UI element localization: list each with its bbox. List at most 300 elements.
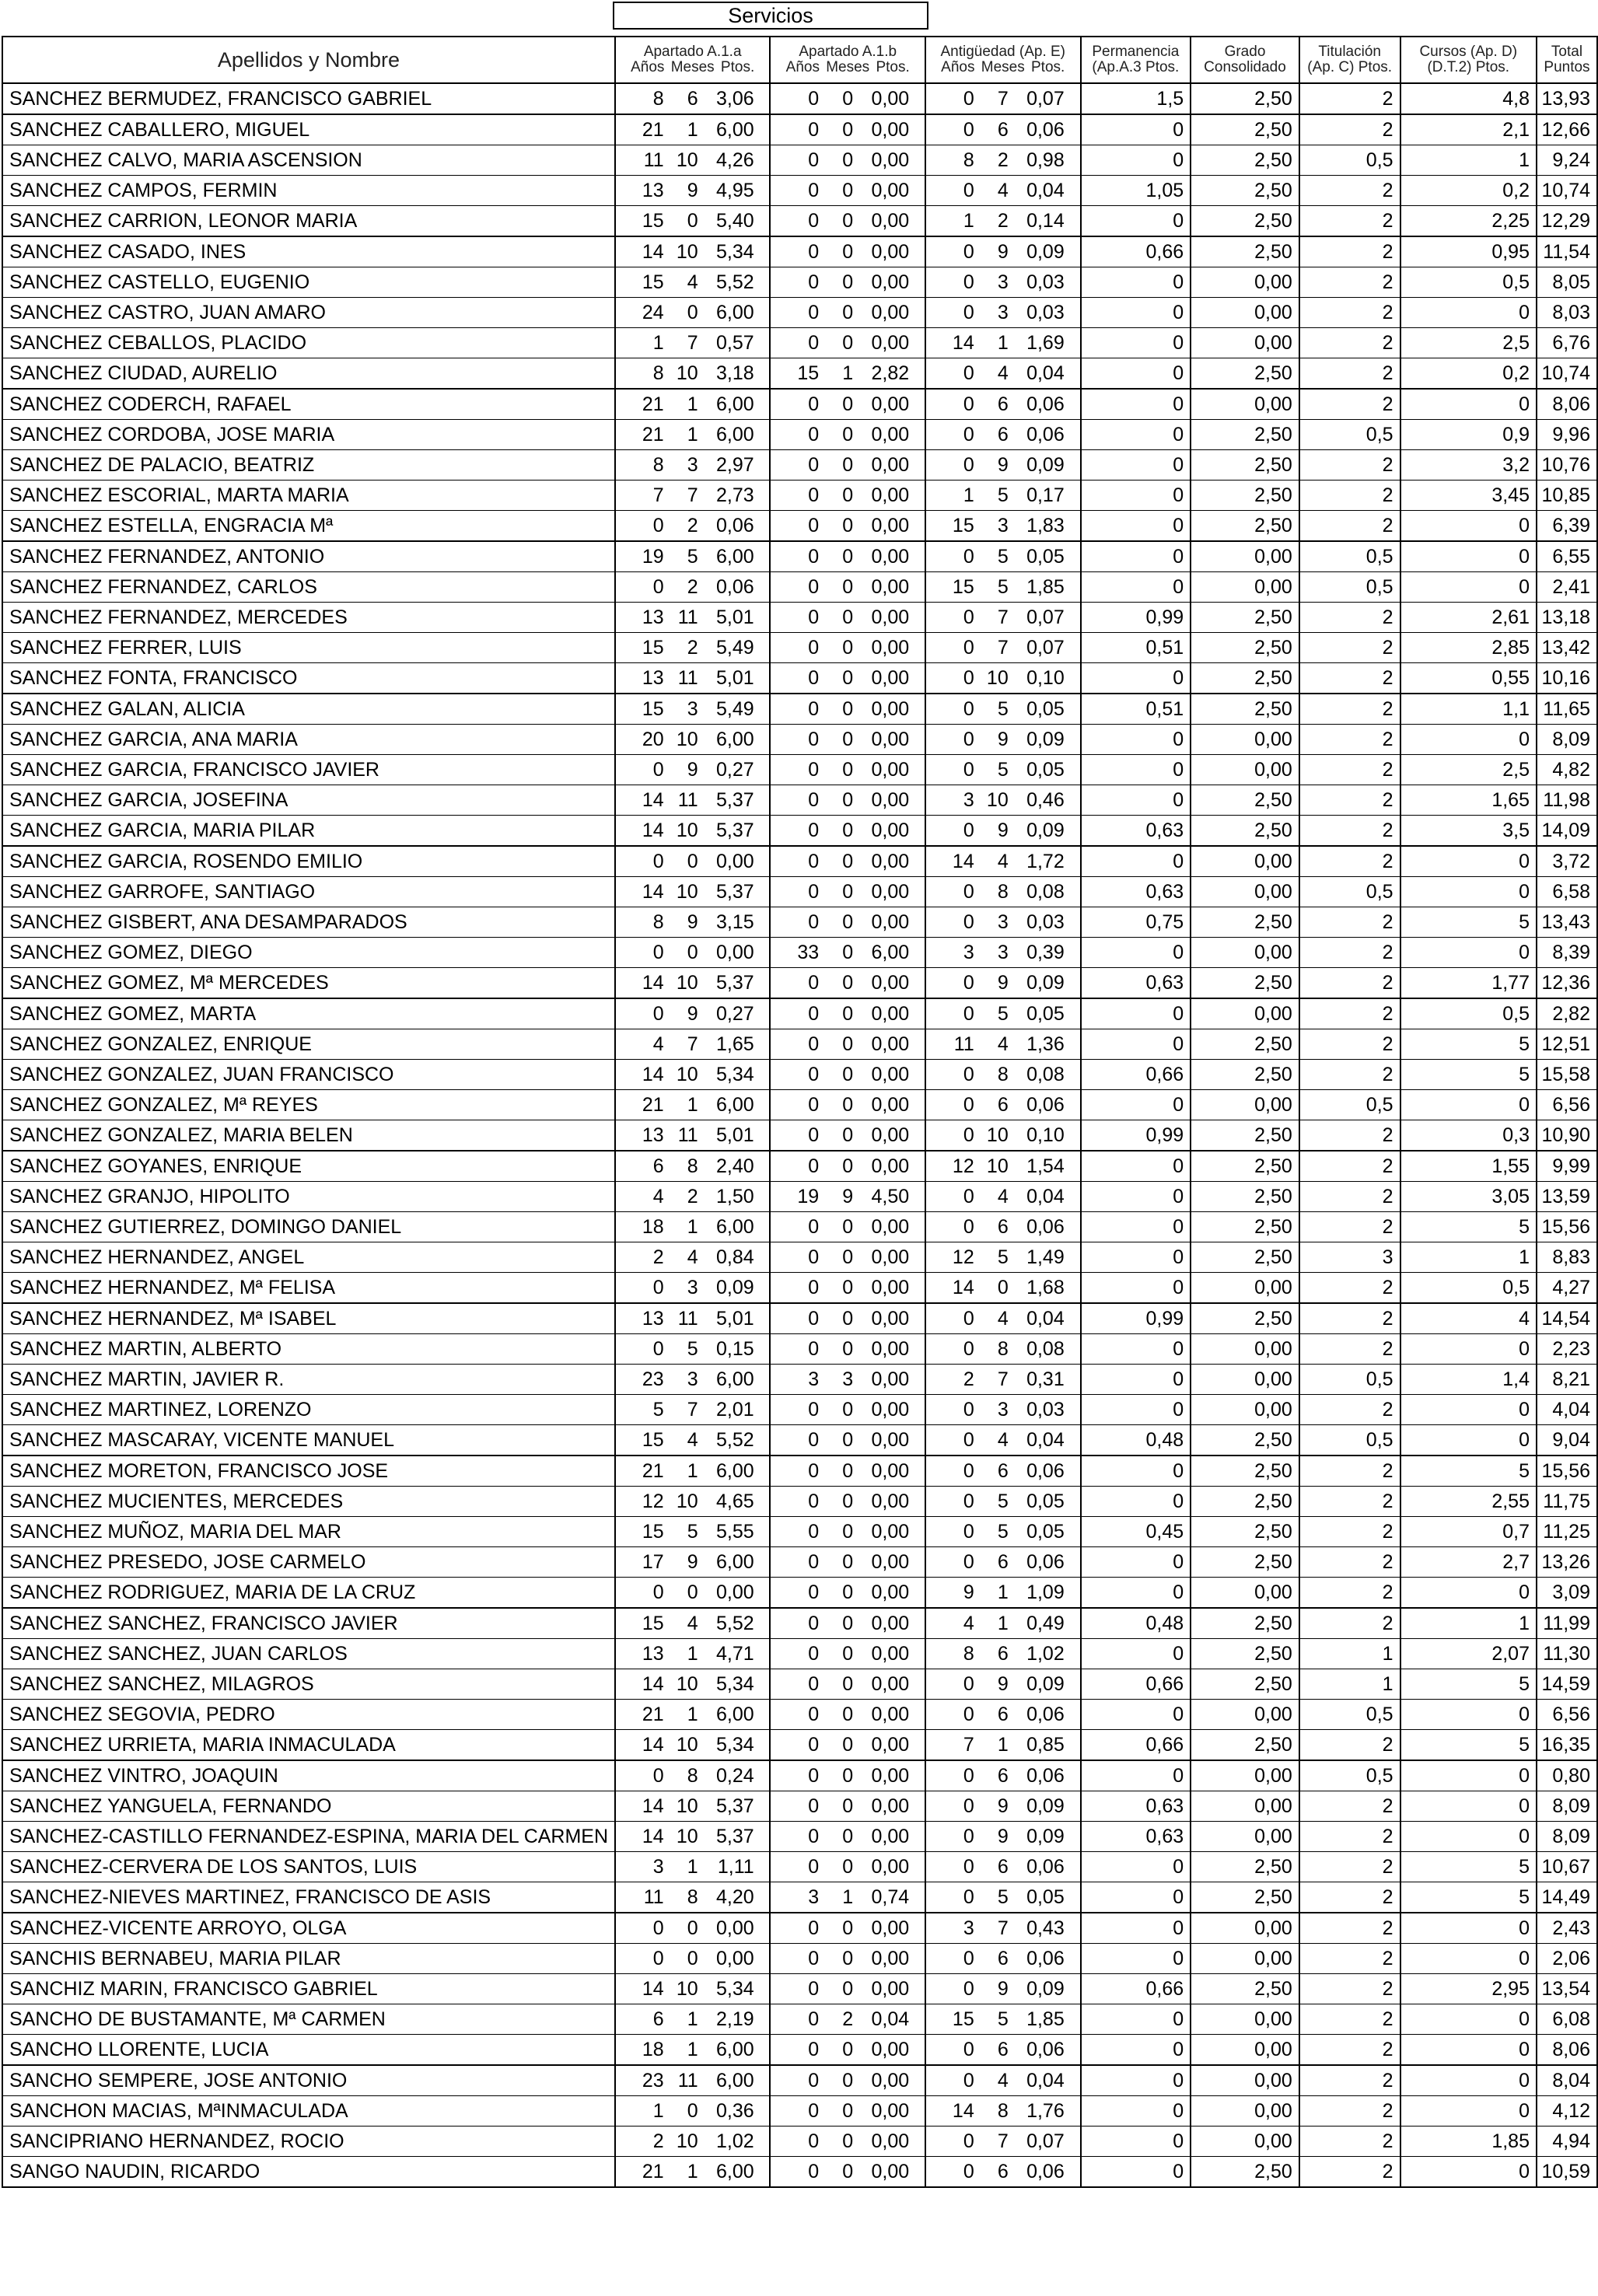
cell-a1a [615, 907, 771, 938]
cell-antiguedad-months: 9 [997, 454, 1009, 476]
cell-a1b-points: 0,00 [871, 1277, 910, 1298]
cell-grado: 2,50 [1191, 1242, 1299, 1273]
cell-total: 11,25 [1537, 1517, 1597, 1547]
cell-a1b-months: 0 [842, 119, 854, 141]
cell-total: 8,04 [1537, 2065, 1597, 2096]
cell-permanencia: 0 [1081, 846, 1191, 877]
cell-grado: 2,50 [1191, 450, 1299, 481]
col-header-antiguedad [925, 37, 1081, 83]
cell-a1b [770, 267, 925, 298]
cell-antiguedad [925, 1791, 1081, 1822]
cell-a1a-years: 7 [652, 484, 664, 506]
cell-permanencia: 0,51 [1081, 694, 1191, 725]
cell-a1b-points: 0,00 [871, 2070, 910, 2092]
cell-a1b-points: 0,00 [871, 606, 910, 628]
cell-titulacion: 2 [1299, 1029, 1400, 1060]
cell-total: 2,82 [1537, 998, 1597, 1029]
cell-a1b-points: 0,00 [871, 1490, 910, 1512]
cell-a1a-months: 9 [687, 911, 698, 933]
cell-titulacion: 2 [1299, 2127, 1400, 2157]
cell-antiguedad-months: 1 [997, 1613, 1009, 1634]
cell-antiguedad-points: 0,17 [1026, 484, 1065, 506]
cell-grado: 0,00 [1191, 298, 1299, 328]
cell-a1a-years: 13 [642, 1124, 664, 1146]
cell-titulacion: 2 [1299, 2035, 1400, 2066]
cell-antiguedad [925, 907, 1081, 938]
cell-antiguedad-years: 0 [963, 1948, 974, 1969]
cell-permanencia: 0 [1081, 1395, 1191, 1425]
cell-a1b [770, 1212, 925, 1242]
cell-name: SANCHEZ GISBERT, ANA DESAMPARADOS [2, 907, 615, 938]
cell-titulacion: 2 [1299, 938, 1400, 968]
col-header-permanencia [1081, 37, 1191, 83]
cell-total: 6,55 [1537, 541, 1597, 572]
cell-name: SANCHEZ HERNANDEZ, ANGEL [2, 1242, 615, 1273]
cell-a1a-points: 2,97 [716, 454, 754, 476]
table-row [2, 420, 1597, 450]
cell-a1a-years: 14 [642, 1826, 664, 1847]
cell-total: 13,42 [1537, 633, 1597, 663]
cell-a1a-months: 4 [687, 271, 698, 293]
cell-titulacion: 2 [1299, 2096, 1400, 2127]
table-row [2, 1273, 1597, 1304]
cell-a1a-months: 0 [687, 1917, 698, 1939]
col-header-a1a-title: Apartado A.1.a [643, 44, 742, 60]
cell-grado: 2,50 [1191, 358, 1299, 390]
cell-a1b-points: 0,00 [871, 1368, 910, 1390]
cell-a1a-months: 2 [687, 1186, 698, 1207]
cell-a1a-months: 0 [687, 851, 698, 872]
cell-total: 8,39 [1537, 938, 1597, 968]
cell-a1b-years: 3 [808, 1368, 820, 1390]
cell-a1b-points: 0,00 [871, 1613, 910, 1634]
cell-a1b-months: 0 [842, 1673, 854, 1695]
cell-cursos: 0 [1400, 1334, 1537, 1365]
cell-a1a-points: 6,00 [716, 1551, 754, 1573]
cell-a1a-points: 6,00 [716, 546, 754, 568]
cell-a1b [770, 541, 925, 572]
cell-antiguedad-years: 0 [963, 972, 974, 994]
cell-antiguedad [925, 694, 1081, 725]
cell-total: 11,75 [1537, 1487, 1597, 1517]
cell-total: 11,30 [1537, 1639, 1597, 1669]
cell-name: SANCHEZ GONZALEZ, ENRIQUE [2, 1029, 615, 1060]
cell-cursos: 0,5 [1400, 998, 1537, 1029]
cell-permanencia: 1,05 [1081, 176, 1191, 206]
cell-name: SANCHO DE BUSTAMANTE, Mª CARMEN [2, 2004, 615, 2035]
cell-titulacion: 2 [1299, 1578, 1400, 1609]
cell-total: 9,04 [1537, 1425, 1597, 1456]
cell-a1b [770, 603, 925, 633]
cell-antiguedad-points: 0,04 [1026, 1308, 1065, 1330]
cell-a1b-years: 0 [808, 454, 820, 476]
cell-a1b-years: 0 [808, 302, 820, 323]
cell-a1b-years: 0 [808, 1978, 820, 2000]
cell-titulacion: 2 [1299, 816, 1400, 847]
cell-a1a-months: 1 [687, 2008, 698, 2030]
cell-a1b-months: 0 [842, 1917, 854, 1939]
col-header-permanencia-title: Permanencia [1092, 44, 1180, 60]
cell-a1b-years: 0 [808, 1673, 820, 1695]
cell-cursos: 2,1 [1400, 114, 1537, 145]
cell-cursos: 3,45 [1400, 481, 1537, 511]
cell-cursos: 0 [1400, 511, 1537, 542]
cell-antiguedad [925, 1487, 1081, 1517]
cell-a1a [615, 633, 771, 663]
cell-antiguedad-years: 0 [963, 820, 974, 841]
cell-a1a-months: 8 [687, 1765, 698, 1787]
cell-cursos: 0 [1400, 877, 1537, 907]
cell-antiguedad-points: 0,98 [1026, 149, 1065, 171]
table-row [2, 1395, 1597, 1425]
cell-a1b-months: 2 [842, 2008, 854, 2030]
cell-antiguedad-years: 0 [963, 546, 974, 568]
cell-a1a-points: 4,20 [716, 1886, 754, 1908]
cell-a1b-months: 0 [842, 484, 854, 506]
cell-antiguedad-years: 0 [963, 424, 974, 446]
col-header-total-sub: Puntos [1544, 59, 1590, 75]
cell-total: 11,54 [1537, 236, 1597, 267]
cell-antiguedad-years: 15 [952, 515, 974, 536]
cell-antiguedad-months: 6 [997, 1094, 1009, 1116]
cell-antiguedad-months: 3 [997, 302, 1009, 323]
cell-cursos: 2,07 [1400, 1639, 1537, 1669]
cell-a1b-years: 0 [808, 271, 820, 293]
cell-permanencia: 1,5 [1081, 83, 1191, 114]
cell-antiguedad-points: 0,09 [1026, 729, 1065, 750]
cell-a1a-points: 5,34 [716, 241, 754, 263]
table-row [2, 1060, 1597, 1090]
cell-titulacion: 2 [1299, 1822, 1400, 1852]
cell-a1a-years: 14 [642, 972, 664, 994]
cell-a1a-years: 14 [642, 1734, 664, 1756]
cell-a1b [770, 633, 925, 663]
cell-a1a-years: 21 [642, 119, 664, 141]
table-row [2, 389, 1597, 420]
cell-a1b-points: 0,00 [871, 484, 910, 506]
cell-titulacion: 2 [1299, 1060, 1400, 1090]
cell-grado: 2,50 [1191, 907, 1299, 938]
cell-antiguedad-months: 7 [997, 2130, 1009, 2152]
cell-antiguedad-points: 1,85 [1026, 2008, 1065, 2030]
cell-antiguedad [925, 328, 1081, 358]
cell-antiguedad-months: 5 [997, 759, 1009, 781]
cell-antiguedad [925, 1852, 1081, 1882]
cell-titulacion: 2 [1299, 114, 1400, 145]
cell-a1a-points: 5,40 [716, 210, 754, 232]
cell-a1b-years: 0 [808, 484, 820, 506]
cell-antiguedad-points: 0,05 [1026, 1003, 1065, 1025]
cell-antiguedad-points: 0,09 [1026, 972, 1065, 994]
cell-antiguedad-months: 4 [997, 1033, 1009, 1055]
cell-antiguedad-months: 3 [997, 942, 1009, 963]
table-row [2, 1242, 1597, 1273]
cell-a1b-points: 0,00 [871, 1429, 910, 1451]
cell-cursos: 0,95 [1400, 236, 1537, 267]
cell-permanencia: 0 [1081, 206, 1191, 237]
cell-a1a-months: 9 [687, 1003, 698, 1025]
cell-a1b-points: 0,00 [871, 1581, 910, 1603]
cell-antiguedad-years: 0 [963, 2130, 974, 2152]
cell-total: 10,59 [1537, 2157, 1597, 2188]
cell-cursos: 5 [1400, 1882, 1537, 1913]
cell-a1b [770, 2004, 925, 2035]
cell-antiguedad-years: 0 [963, 2039, 974, 2060]
cell-a1b-points: 0,00 [871, 1033, 910, 1055]
cell-a1a [615, 267, 771, 298]
cell-antiguedad-months: 6 [997, 393, 1009, 415]
cell-a1a-years: 14 [642, 789, 664, 811]
table-row [2, 481, 1597, 511]
cell-antiguedad-months: 6 [997, 1704, 1009, 1725]
table-body [2, 83, 1597, 2187]
cell-a1b-months: 0 [842, 881, 854, 903]
cell-a1a-years: 24 [642, 302, 664, 323]
cell-total: 8,09 [1537, 1791, 1597, 1822]
cell-cursos: 5 [1400, 1852, 1537, 1882]
cell-antiguedad-points: 0,10 [1026, 1124, 1065, 1146]
cell-antiguedad [925, 2127, 1081, 2157]
cell-a1b [770, 1303, 925, 1334]
cell-a1a [615, 83, 771, 114]
cell-a1a-points: 5,52 [716, 271, 754, 293]
cell-a1a-years: 21 [642, 1704, 664, 1725]
cell-antiguedad-years: 0 [963, 606, 974, 628]
cell-permanencia: 0 [1081, 998, 1191, 1029]
cell-a1a-years: 21 [642, 2161, 664, 2182]
cell-name: SANCHEZ FONTA, FRANCISCO [2, 663, 615, 694]
cell-a1a [615, 1578, 771, 1609]
cell-antiguedad [925, 511, 1081, 542]
cell-a1a [615, 755, 771, 785]
cell-antiguedad-months: 1 [997, 1734, 1009, 1756]
cell-antiguedad-years: 0 [963, 1886, 974, 1908]
cell-grado: 2,50 [1191, 1425, 1299, 1456]
cell-a1b-years: 0 [808, 1613, 820, 1634]
cell-name: SANCHIS BERNABEU, MARIA PILAR [2, 1944, 615, 1974]
cell-permanencia: 0,66 [1081, 1730, 1191, 1761]
cell-grado: 2,50 [1191, 83, 1299, 114]
cell-antiguedad-points: 0,06 [1026, 2039, 1065, 2060]
table-row [2, 968, 1597, 999]
cell-antiguedad-points: 0,06 [1026, 1094, 1065, 1116]
cell-a1a-years: 8 [652, 362, 664, 384]
cell-a1b-years: 0 [808, 1033, 820, 1055]
cell-a1b-months: 0 [842, 1581, 854, 1603]
cell-name: SANCHEZ CORDOBA, JOSE MARIA [2, 420, 615, 450]
cell-antiguedad-years: 0 [963, 271, 974, 293]
cell-a1a-points: 5,49 [716, 637, 754, 659]
cell-a1a [615, 176, 771, 206]
cell-antiguedad-months: 7 [997, 637, 1009, 659]
table-row [2, 206, 1597, 237]
cell-antiguedad-points: 0,03 [1026, 271, 1065, 293]
cell-cursos: 3,2 [1400, 450, 1537, 481]
cell-a1b [770, 1882, 925, 1913]
cell-name: SANCHEZ MORETON, FRANCISCO JOSE [2, 1456, 615, 1487]
cell-a1b [770, 1060, 925, 1090]
cell-permanencia: 0 [1081, 1182, 1191, 1212]
cell-total: 12,29 [1537, 206, 1597, 237]
cell-a1b-months: 0 [842, 1429, 854, 1451]
cell-antiguedad-months: 8 [997, 2100, 1009, 2122]
cell-permanencia: 0 [1081, 2004, 1191, 2035]
cell-grado: 2,50 [1191, 1151, 1299, 1182]
cell-antiguedad-years: 0 [963, 1826, 974, 1847]
cell-grado: 0,00 [1191, 267, 1299, 298]
cell-name: SANCHEZ-CASTILLO FERNANDEZ-ESPINA, MARIA DEL CARMEN [2, 1822, 615, 1852]
table-row [2, 1456, 1597, 1487]
cell-total: 8,06 [1537, 389, 1597, 420]
cell-a1a-months: 7 [687, 332, 698, 354]
cell-name: SANCHEZ FERNANDEZ, CARLOS [2, 572, 615, 603]
cell-a1a-months: 10 [676, 149, 698, 171]
cell-antiguedad [925, 572, 1081, 603]
table-row [2, 2004, 1597, 2035]
cell-cursos: 3,5 [1400, 816, 1537, 847]
table-row [2, 816, 1597, 847]
cell-antiguedad-points: 0,10 [1026, 667, 1065, 689]
cell-a1b-months: 0 [842, 698, 854, 720]
cell-cursos: 4 [1400, 1303, 1537, 1334]
cell-name: SANCHEZ-NIEVES MARTINEZ, FRANCISCO DE ASIS [2, 1882, 615, 1913]
cell-antiguedad [925, 450, 1081, 481]
cell-a1a-years: 0 [652, 515, 664, 536]
cell-antiguedad-points: 0,49 [1026, 1613, 1065, 1634]
cell-permanencia: 0 [1081, 1487, 1191, 1517]
cell-grado: 2,50 [1191, 1639, 1299, 1669]
cell-grado: 2,50 [1191, 511, 1299, 542]
table-row [2, 236, 1597, 267]
cell-antiguedad [925, 2157, 1081, 2188]
table-row [2, 938, 1597, 968]
cell-grado: 2,50 [1191, 663, 1299, 694]
cell-permanencia: 0 [1081, 1212, 1191, 1242]
cell-grado: 2,50 [1191, 1974, 1299, 2004]
cell-a1a [615, 236, 771, 267]
cell-antiguedad-points: 0,07 [1026, 606, 1065, 628]
cell-titulacion: 2 [1299, 298, 1400, 328]
cell-a1a-months: 10 [676, 1734, 698, 1756]
cell-a1a-years: 14 [642, 1064, 664, 1085]
cell-antiguedad-points: 0,14 [1026, 210, 1065, 232]
cell-total: 8,83 [1537, 1242, 1597, 1273]
cell-a1a-months: 3 [687, 1368, 698, 1390]
cell-a1b [770, 1425, 925, 1456]
cell-grado: 0,00 [1191, 1700, 1299, 1730]
cell-a1b-points: 0,00 [871, 2100, 910, 2122]
table-row [2, 1151, 1597, 1182]
cell-titulacion: 2 [1299, 1120, 1400, 1151]
table-row [2, 907, 1597, 938]
cell-a1a [615, 1182, 771, 1212]
cell-cursos: 0 [1400, 1791, 1537, 1822]
cell-a1a [615, 1700, 771, 1730]
cell-a1b-years: 0 [808, 1429, 820, 1451]
cell-permanencia: 0 [1081, 1882, 1191, 1913]
cell-a1a [615, 206, 771, 237]
cell-permanencia: 0,66 [1081, 1060, 1191, 1090]
cell-a1a-years: 8 [652, 911, 664, 933]
cell-a1b [770, 725, 925, 755]
cell-a1a-years: 14 [642, 1978, 664, 2000]
cell-antiguedad-months: 10 [986, 1124, 1009, 1146]
cell-name: SANCHEZ RODRIGUEZ, MARIA DE LA CRUZ [2, 1578, 615, 1609]
cell-antiguedad-years: 0 [963, 1795, 974, 1817]
col-header-a1b-title: Apartado A.1.b [799, 44, 897, 60]
cell-a1b-years: 0 [808, 1734, 820, 1756]
cell-a1a-months: 1 [687, 119, 698, 141]
table-row [2, 298, 1597, 328]
cell-a1a-points: 5,52 [716, 1429, 754, 1451]
cell-a1a-points: 3,06 [716, 88, 754, 110]
cell-a1b-years: 0 [808, 149, 820, 171]
cell-a1a [615, 1425, 771, 1456]
cell-antiguedad-months: 10 [986, 1155, 1009, 1177]
cell-a1a-years: 15 [642, 637, 664, 659]
cell-antiguedad-months: 8 [997, 1338, 1009, 1360]
cell-a1b-months: 0 [842, 606, 854, 628]
cell-a1b-years: 0 [808, 1338, 820, 1360]
cell-a1b-years: 0 [808, 88, 820, 110]
table-row [2, 1760, 1597, 1791]
cell-a1a-years: 15 [642, 271, 664, 293]
cell-total: 8,09 [1537, 725, 1597, 755]
cell-grado: 2,50 [1191, 1730, 1299, 1761]
cell-antiguedad-years: 15 [952, 576, 974, 598]
cell-name: SANCHEZ GOMEZ, MARTA [2, 998, 615, 1029]
cell-a1b [770, 1669, 925, 1700]
cell-grado: 2,50 [1191, 1852, 1299, 1882]
cell-antiguedad-years: 8 [963, 149, 974, 171]
cell-a1b-months: 0 [842, 1795, 854, 1817]
table-row [2, 2157, 1597, 2188]
cell-a1a-months: 0 [687, 2100, 698, 2122]
cell-a1b [770, 1791, 925, 1822]
table-row [2, 785, 1597, 816]
table-row [2, 541, 1597, 572]
cell-a1a-months: 10 [676, 1490, 698, 1512]
table-row [2, 328, 1597, 358]
cell-a1b-points: 0,00 [871, 1948, 910, 1969]
cell-grado: 2,50 [1191, 176, 1299, 206]
cell-name: SANCHEZ-VICENTE ARROYO, OLGA [2, 1913, 615, 1944]
cell-antiguedad-months: 5 [997, 1246, 1009, 1268]
cell-antiguedad-months: 9 [997, 972, 1009, 994]
cell-total: 13,54 [1537, 1974, 1597, 2004]
table-row [2, 145, 1597, 176]
cell-cursos: 0 [1400, 1944, 1537, 1974]
cell-a1a [615, 1395, 771, 1425]
table-row [2, 1700, 1597, 1730]
cell-permanencia: 0 [1081, 511, 1191, 542]
cell-a1b-months: 0 [842, 1460, 854, 1482]
cell-titulacion: 2 [1299, 633, 1400, 663]
cell-a1b [770, 1974, 925, 2004]
cell-a1b-years: 0 [808, 637, 820, 659]
cell-a1a-points: 5,34 [716, 1978, 754, 2000]
cell-grado: 0,00 [1191, 2065, 1299, 2096]
cell-permanencia: 0,48 [1081, 1425, 1191, 1456]
cell-cursos: 0,3 [1400, 1120, 1537, 1151]
cell-a1a [615, 1365, 771, 1395]
cell-cursos: 1,77 [1400, 968, 1537, 999]
cell-antiguedad [925, 1395, 1081, 1425]
cell-a1a-points: 6,00 [716, 2070, 754, 2092]
cell-grado: 0,00 [1191, 2035, 1299, 2066]
cell-antiguedad-points: 0,07 [1026, 88, 1065, 110]
cell-a1b-years: 0 [808, 606, 820, 628]
